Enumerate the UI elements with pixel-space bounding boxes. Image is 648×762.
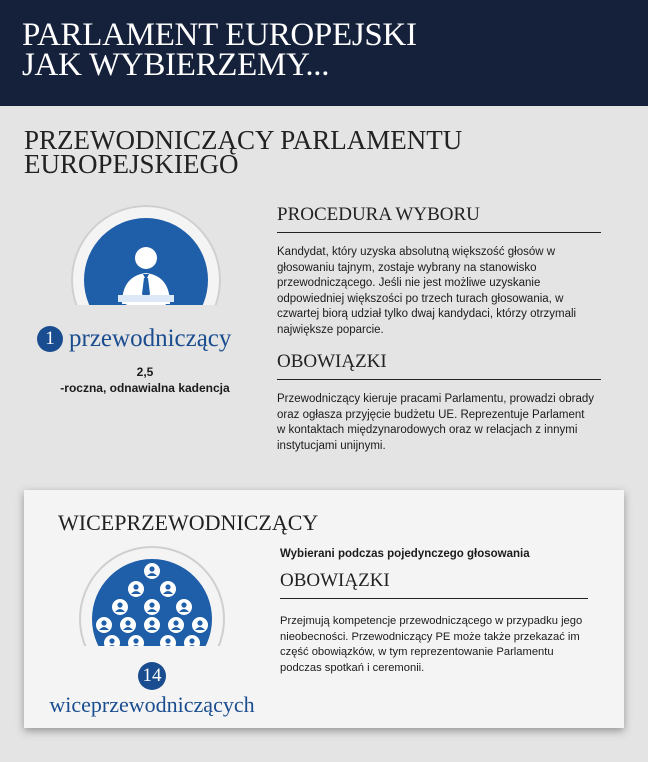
vice-count-badge: 14 [138, 662, 166, 690]
president-count-badge: 1 [37, 326, 63, 352]
president-duties-heading: OBOWIĄZKI [277, 351, 601, 380]
person-icon [96, 617, 112, 633]
president-title-line-2: EUROPEJSKIEGO [24, 149, 239, 179]
president-title-line-1: PRZEWODNICZĄCY PARLAMENTU [24, 125, 463, 155]
person-icon [144, 599, 160, 615]
vice-election-text: Wybierani podczas pojedynczego głosowania [280, 548, 530, 560]
person-icon [128, 635, 144, 646]
president-duties-text: Przewodniczący kieruje pracami Parlamentu, prowadzi obrady oraz ogłasza przyjęcie budżetu UE. Reprezentuje Parlament w kontaktach międzynarodowych oraz w relacjach z innymi instytucjami unijnymi. [277, 393, 595, 452]
person-icon [112, 599, 128, 615]
person-icon [176, 599, 192, 615]
procedure-text: Kandydat, który uzyska absolutną większość głosów w głosowaniu tajnym, zostaje wybrany na stanowisko przewodniczącego. Jeśli nie jest możliwe uzyskanie odpowiedniej większości po trzech turach głosowania, w czwartej biorą udział tylko dwaj kandydaci, którzy otrzymali największe poparcie. [277, 246, 577, 336]
person-icon [160, 581, 176, 597]
page-title-line-2: JAK WYBIERZEMY... [22, 47, 330, 83]
vice-duties-text: Przejmują kompetencje przewodniczącego w przypadku jego nieobecności. Przewodniczący PE może także przekazać im część obowiązków, w tym reprezentowanie Parlamentu podczas spotkań i ceremonii. [280, 615, 583, 674]
person-icon [192, 617, 208, 633]
person-icon [184, 635, 200, 646]
vice-section-title: WICEPRZEWODNICZĄCY [58, 510, 319, 535]
person-icon [104, 635, 120, 646]
term-label: -roczna, odnawialna kadencja [60, 381, 230, 395]
person-icon [128, 581, 144, 597]
person-icon [144, 563, 160, 579]
president-count [37, 325, 231, 353]
vice-presidents-card [24, 490, 624, 728]
person-icon [168, 617, 184, 633]
person-icon [160, 635, 176, 646]
vice-duties-heading: OBOWIĄZKI [280, 570, 588, 599]
page-title [22, 17, 417, 83]
person-icon [144, 617, 160, 633]
person-icon [120, 617, 136, 633]
procedure-heading: PROCEDURA WYBORU [277, 204, 601, 233]
vice-count-label: wiceprzewodniczących [49, 692, 255, 717]
president-section-title [24, 125, 463, 179]
page-title-line-1: PARLAMENT EUROPEJSKI [22, 17, 417, 53]
term-info [40, 364, 250, 396]
president-icon-circle [71, 205, 221, 305]
header-banner [0, 0, 648, 106]
term-value: 2,5 [136, 365, 154, 379]
vice-count [24, 662, 280, 718]
president-count-label: przewodniczący [69, 325, 232, 352]
vice-icon-circle [79, 546, 225, 646]
